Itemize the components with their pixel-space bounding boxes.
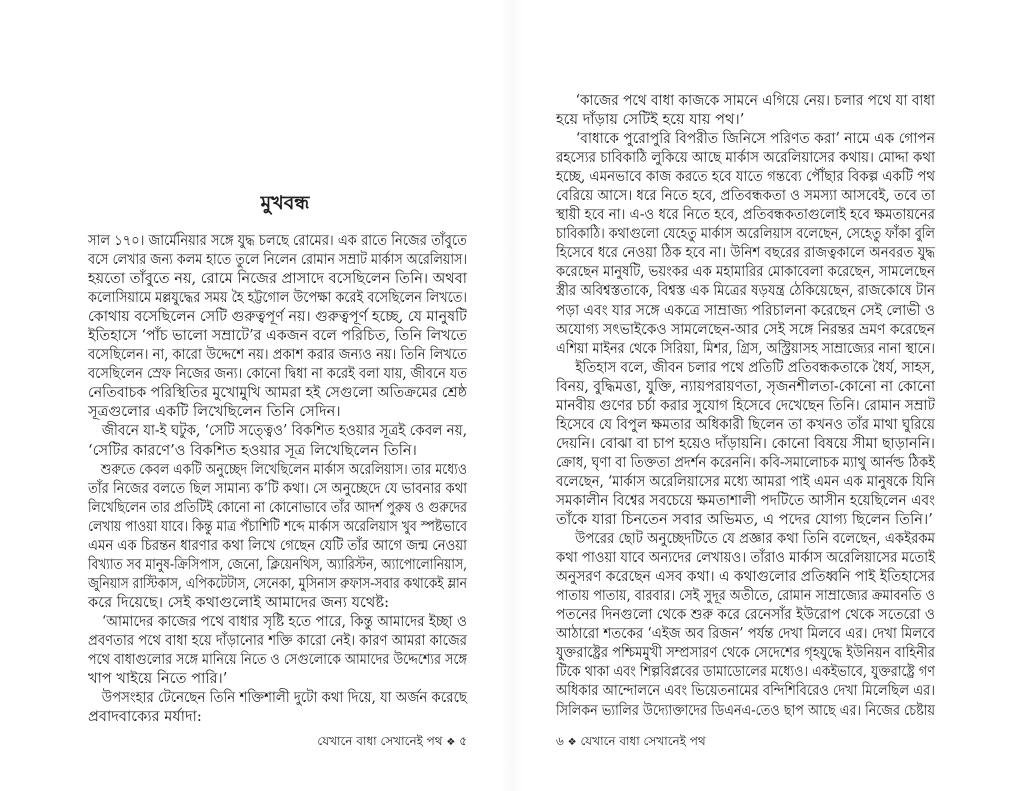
text-line: ক্রোধ, ঘৃণা বা তিক্ততা প্রদর্শন করেননি। কবি-সমালোচক ম্যাথু আর্নল্ড ঠিকই [556, 453, 935, 471]
text-line: জুনিয়াস রাস্টিকাস, এপিকটেটাস, সেনেকা, মুসিনাস রুফাস-সবার কথাকেই ম্লান [88, 574, 467, 592]
paragraph [556, 129, 935, 358]
text-line: বসেছিলেন। না, কারো উদ্দেশে নয়। প্রকাশ করার জন্যও নয়। তিনি লিখতে [88, 346, 467, 364]
text-line: সূত্রগুলোর একটি লিখেছিলেন তিনি সেদিন। [88, 403, 341, 421]
text-line: ইতিহাসে ‘পাঁচ ভালো সম্রাটে’র একজন বলে পরিচিত, তিনি লিখতে [88, 327, 467, 345]
paragraph [88, 231, 467, 421]
text-line: যুক্তরাষ্ট্রের পশ্চিমমুখী সম্প্রসারণ থেকে সেদেশের গৃহযুদ্ধে ইউনিয়ন বাহিনীর [556, 644, 935, 662]
text-line: শুরুতে কেবল একটি অনুচ্ছেদ লিখেছিলেন মার্কাস অরেলিয়াস। তার মধ্যেও [100, 460, 468, 478]
text-line: লিখেছিলেন তার প্রতিটিই কোনো না কোনোভাবে তাঁর আদর্শ পুরুষ ও গুরুদের [88, 498, 467, 516]
text-line: হিসেবে যে বিপুল ক্ষমতার অধিকারী ছিলেন তা কখনও তাঁর মাথা ঘুরিয়ে [556, 415, 935, 433]
text-line: তাঁর নিজের বলতে ছিল সামান্য ক’টি কথা। সে অনুচ্ছেদে যে ভাবনার কথা [88, 479, 467, 497]
text-line: তাঁকে যারা চিনতেন সবার অভিমত, এ পদের যোগ্য ছিলেন তিনি।’ [556, 511, 933, 529]
text-line: বিখ্যাত সব মানুষ-ক্রিসিপাস, জেনো, ক্লিয়েনথিস, অ্যারিস্টন, অ্যাপোলোনিয়াস, [88, 555, 467, 573]
footer-ornament-icon: ❖ [567, 737, 577, 748]
chapter-title: মুখবন্ধ [260, 192, 310, 214]
text-line: কোথায় বসেছিলেন সেটি গুরুত্বপূর্ণ নয়। গুরুত্বপূর্ণ হচ্ছে, যে মানুষটি [88, 308, 467, 326]
text-line: আঠারো শতকের ‘এইজ অব রিজন’ পর্যন্ত দেখা মিলবে এর। দেখা মিলবে [556, 625, 935, 643]
body-text [556, 91, 935, 720]
text-line: মানবীয় গুণের চর্চা করার সুযোগ হিসেবে দেখেছেন তিনি। রোমান সম্রাট [556, 396, 935, 414]
text-line: বলেছেন, ‘মার্কাস অরেলিয়াসের মধ্যে আমরা পাই এমন এক মানুষকে যিনি [556, 472, 935, 490]
text-line: পাতায় পাতায়, বারবার। সেই সুদূর অতীতে, রোমান সাম্রাজ্যের ক্রমাবনতি ও [556, 587, 935, 605]
text-line: স্থায়ী হবে না। এ-ও ধরে নিতে হবে, প্রতিবন্ধকতাগুলোই হবে ক্ষমতায়নের [556, 206, 935, 224]
text-line: হচ্ছে, এমনভাবে কাজ করতে হবে যাতে গন্তব্যে পৌঁছার বিকল্প একটি পথ [556, 168, 935, 186]
text-line: কথা পাওয়া যাবে অন্যদের লেখায়ও। তাঁরাও মার্কাস অরেলিয়াসের মতোই [556, 549, 935, 567]
text-line: ‘আমাদের কাজের পথে বাধার সৃষ্টি হতে পারে, কিন্তু আমাদের ইচ্ছা ও [101, 612, 467, 630]
text-line: ইতিহাস বলে, জীবন চলার পথে প্রতিটি প্রতিবন্ধকতাকে ধৈর্য, সাহস, [575, 358, 935, 376]
text-line: অনুসরণ করেছেন এসব কথা। এ কথাগুলোর প্রতিধ্বনি পাই ইতিহাসের [556, 568, 935, 586]
text-line: স্ত্রীর অবিশ্বস্ততাকে, বিশ্বস্ত এক মিত্রের ষড়যন্ত্র ঠেকিয়েছেন, রাজকোষে টান [556, 282, 935, 300]
paragraph [88, 688, 467, 726]
right-page [512, 0, 1024, 791]
footer-ornament-icon: ❖ [446, 737, 456, 748]
text-line: বিনয়, বুদ্ধিমত্তা, যুক্তি, ন্যায়পরায়ণতা, সৃজনশীলতা-কোনো না কোনো [556, 377, 935, 395]
text-line: করে দিয়েছে। সেই কথাগুলোই আমাদের জন্য যথেষ্ট: [88, 593, 390, 611]
text-line: সমকালীন বিশ্বের সবচেয়ে ক্ষমতাশালী পদটিতে আসীন হয়েছিলেন এবং [556, 491, 935, 509]
text-line: উপসংহার টেনেছেন তিনি শক্তিশালী দুটো কথা দিয়ে, যা অর্জন করেছে [101, 689, 468, 707]
paragraph [556, 529, 935, 719]
body-text [88, 231, 467, 726]
text-line: বসেছিলেন স্রেফ নিজের জন্য। কোনো দ্বিধা না করেই বলা যায়, জীবনে যত [88, 365, 467, 383]
page-footer [556, 733, 706, 751]
text-line: সাল ১৭০। জার্মেনিয়ার সঙ্গে যুদ্ধ চলছে রোমের। এক রাতে নিজের তাঁবুতে [88, 232, 467, 249]
paragraph [88, 612, 467, 688]
text-line: দেয়নি। বোঝা বা চাপ হয়েও দাঁড়ায়নি। কোনো বিষয়ে সীমা ছাড়াননি। [556, 434, 935, 452]
page-number: ৫ [459, 734, 467, 748]
text-line: সিলিকন ভ্যালির উদ্যোক্তাদের ডিএনএ-তেও ছাপ আছে এর। নিজের চেষ্টায় [556, 701, 935, 719]
text-line: এশিয়া মাইনর থেকে সিরিয়া, মিশর, গ্রিস, অস্ট্রিয়াসহ সাম্রাজ্যের নানা স্থানে। [556, 339, 935, 357]
paragraph [88, 460, 467, 612]
running-title: যেখানে বাধা সেখানেই পথ [580, 734, 706, 748]
text-line: উপরের ছোট অনুচ্ছেদটিতে যে প্রজ্ঞার কথা তিনি বলেছেন, একইরকম [575, 530, 935, 548]
text-line: পড়া এবং যার সঙ্গে একত্রে সাম্রাজ্য পরিচালনা করেছেন সেই লোভী ও [556, 301, 935, 319]
text-line: এমন এক চিরন্তন ধারণার কথা লিখে গেছেন যেটি তাঁর আগে জন্ম নেওয়া [88, 536, 467, 554]
text-line: পথে বাধাগুলোর সঙ্গে মানিয়ে নিতে ও সেগুলোকে আমাদের উদ্দেশ্যের সঙ্গে [88, 651, 467, 669]
text-line: বেরিয়ে আসে। ধরে নিতে হবে, প্রতিবন্ধকতা ও সমস্যা আসবেই, তবে তা [556, 187, 935, 205]
text-line: অধিকার আন্দোলনে এবং ভিয়েতনামের বন্দিশিবিরেও দেখা মিলেছিল এর। [556, 682, 935, 700]
text-line: নেতিবাচক পরিস্থিতির মুখোমুখি আমরা হই সেগুলো অতিক্রমের শ্রেষ্ঠ [88, 384, 467, 402]
paragraph [556, 358, 935, 529]
text-line: প্রবাদবাক্যের মর্যাদা: [88, 708, 202, 726]
page-footer [317, 733, 467, 751]
text-line: করেছেন মানুষটি, ভয়ংকর এক মহামারির মোকাবেলা করেছেন, সামলেছেন [556, 263, 935, 281]
paragraph [556, 91, 935, 129]
running-title: যেখানে বাধা সেখানেই পথ [317, 734, 443, 748]
text-line: ‘কাজের পথে বাধা কাজকে সামনে এগিয়ে নেয়। চলার পথে যা বাধা [575, 92, 935, 109]
text-line: হয়তো তাঁবুতে নয়, রোমে নিজের প্রাসাদে বসেছিলেন তিনি। অথবা [88, 270, 467, 288]
text-line: রহস্যের চাবিকাঠি লুকিয়ে আছে মার্কাস অরেলিয়াসের কথায়। মোদ্দা কথা [556, 149, 935, 167]
text-line: হিসেবে ধরে নেওয়া ঠিক হবে না। উনিশ বছরের রাজত্বকালে অনবরত যুদ্ধ [556, 244, 935, 262]
text-line: খাপ খাইয়ে নিতে পারি।’ [88, 670, 228, 688]
text-line: চাবিকাঠি। কথাগুলো যেহেতু মার্কাস অরেলিয়াস বলেছেন, সেহেতু ফাঁকা বুলি [556, 225, 935, 243]
text-line: জীবনে যা-ই ঘটুক, ‘সেটি সত্ত্বেও’ বিকশিত হওয়ার সূত্রই কেবল নয়, [101, 422, 468, 440]
text-line: বসে লেখার জন্য কলম হাতে তুলে নিলেন রোমান সম্রাট মার্কাস অরেলিয়াস। [88, 251, 467, 269]
text-line: কলোসিয়ামে মল্লযুদ্ধের সময় হৈ হট্টগোল উপেক্ষা করেই বসেছিলেন লিখতে। [88, 289, 467, 307]
text-line: পতনের দিনগুলো থেকে শুরু করে রেনেসাঁর ইউরোপ থেকে সতেরো ও [556, 606, 935, 624]
text-line: হয়ে দাঁড়ায় সেটিই হয়ে যায় পথ।’ [556, 111, 745, 129]
text-line: ‘সেটির কারণে’ও বিকশিত হওয়ার সূত্র লিখেছিলেন তিনি। [88, 441, 417, 459]
text-line: টিকে থাকা এবং শিল্পবিপ্লবের ডামাডোলের মধ্যেও। একইভাবে, যুক্তরাষ্ট্রে গণ [556, 663, 935, 681]
text-line: ‘বাধাকে পুরোপুরি বিপরীত জিনিসে পরিণত করা’ নামে এক গোপন [575, 130, 935, 148]
text-line: প্রবণতার পথে বাধা হয়ে দাঁড়ানোর শক্তি কারো নেই। কারণ আমরা কাজের [88, 631, 467, 649]
text-line: লেখায় পাওয়া যাবে। কিন্তু মাত্র পঁচাশিটি শব্দে মার্কাস অরেলিয়াস খুব স্পষ্টভাবে [88, 517, 467, 535]
paragraph [88, 421, 467, 459]
text-line: অযোগ্য সৎভাইকেও সামলেছেন-আর সেই সঙ্গে নিরন্তর ভ্রমণ করেছেন [556, 320, 935, 338]
page-number: ৬ [556, 734, 564, 748]
